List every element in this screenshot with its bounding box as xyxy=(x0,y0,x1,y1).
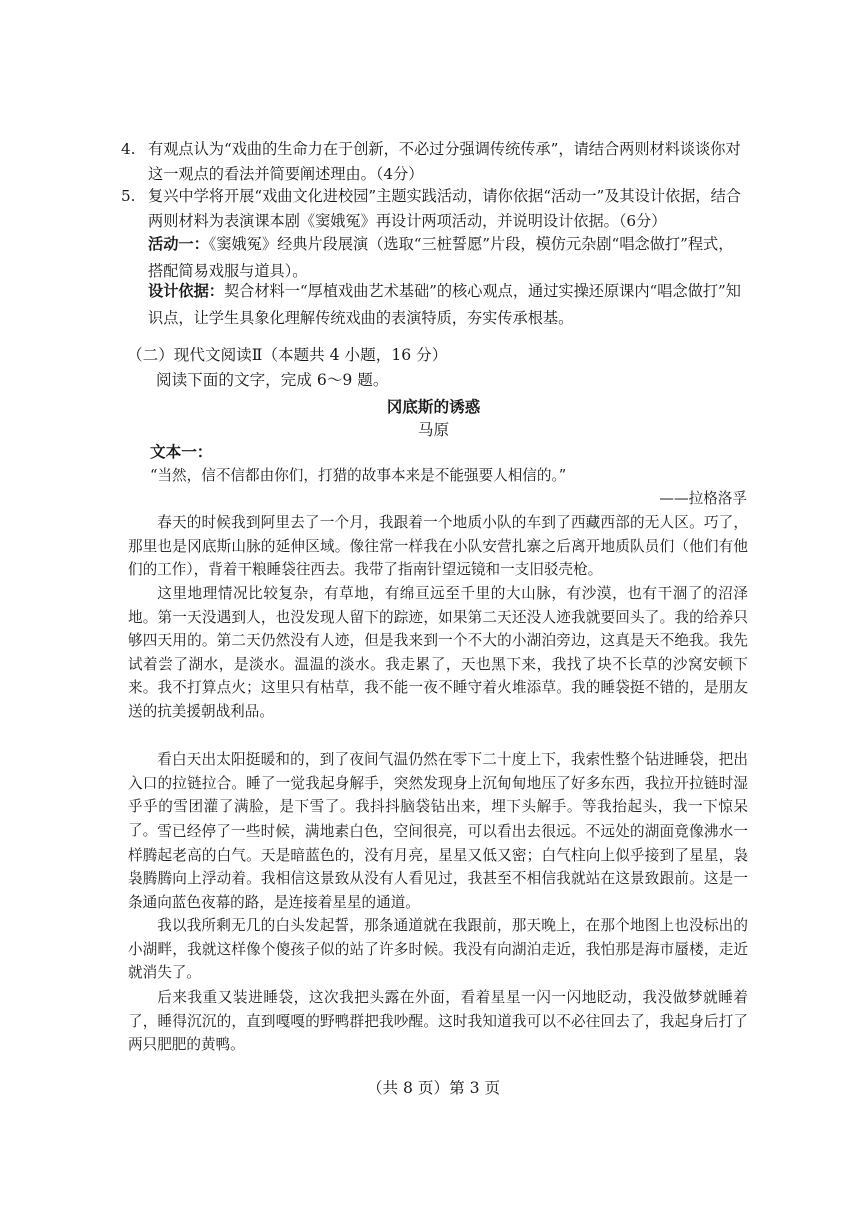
paragraph: 看白天出太阳挺暖和的，到了夜间气温仍然在零下二十度上下，我索性整个钻进睡袋，把出入口的拉链拉合。睡了一觉我起身解手，突然发现身上沉甸甸地压了好多东西，我拉开拉链时湿乎乎的雪团灌了满脸，是下雪了。我抖抖脑袋钻出来，埋下头解手。等我抬起头，我一下惊呆了。 xyxy=(128,751,748,839)
section-heading: （二）现代文阅读Ⅱ（本题共 4 小题，16 分） xyxy=(127,346,448,364)
text-label: 文本一： xyxy=(150,442,213,461)
question-5 xyxy=(121,184,746,234)
design-basis xyxy=(148,278,748,332)
activity-label: 活动一： xyxy=(148,235,209,253)
question-number: 4. xyxy=(121,140,136,158)
reading-instruction: 阅读下面的文字，完成 6～9 题。 xyxy=(156,371,389,389)
activity-one xyxy=(148,231,748,285)
article-author: 马原 xyxy=(417,421,450,439)
activity-text: 《窦娥冤》经典片段展演（选取“三桩誓愿”片段，模仿元杂剧“唱念做打”程式，搭配简易戏服与道具）。 xyxy=(148,235,734,280)
paragraph: 这里地理情况比较复杂，有草地，有绵亘远至千里的大山脉，有沙漠，也有干涸了的沼泽地。第一天没遇到人，也没发现人留下的踪迹，如果第二天还没人迹我就要回头了。我的给养只够四天用的。第二天仍然没有人迹，但是我来到一个不大的小湖泊旁边，这真是天不绝我。我先试着尝了湖水，是淡水。温温的淡水。我走累了，天也黑下来，我找了块不长草的沙窝安顿下来。我不打算点火；这里只有枯草，我不能一夜不睡守着火堆添草。我的睡袋挺不错的，是朋友送的抗美援朝战利品。 xyxy=(128,585,748,720)
basis-text: 契合材料一“厚植戏曲艺术基础”的核心观点，通过实操还原课内“唱念做打”知识点，让学生具象化理解传统戏曲的表演特质，夯实传承根基。 xyxy=(148,282,741,327)
question-text: 复兴中学将开展“戏曲文化进校园”主题实践活动，请你依据“活动一”及其设计依据，结合两则材料为表演课本剧《窦娥冤》再设计两项活动，并说明设计依据。（6分） xyxy=(148,187,741,230)
paragraph: 春天的时候我到阿里去了一个月，我跟着一个地质小队的车到了西藏西部的无人区。巧了，那里也是冈底斯山脉的延伸区域。像往常一样我在小队安营扎寨之后离开地质队员们（他们有他们的工作），背着干粮睡袋往西去。我带了指南针望远镜和一支旧驳壳枪。 xyxy=(128,514,748,579)
epigraph-attribution: ——拉格洛孚 xyxy=(659,490,747,507)
paragraph: 我以我所剩无几的白头发起誓，那条通道就在我跟前，那天晚上，在那个地图上也没标出的小湖畔，我就这样像个傻孩子似的站了许多时候。我没有向湖泊走近，我怕那是海市蜃楼，走近就消失了。 xyxy=(128,917,748,982)
basis-label: 设计依据： xyxy=(148,282,224,300)
question-text: 有观点认为“戏曲的生命力在于创新，不必过分强调传统传承”，请结合两则材料谈谈你对这一观点的看法并简要阐述理由。（4分） xyxy=(148,140,741,183)
question-number: 5. xyxy=(121,187,136,205)
page-footer: （共 8 页）第 3 页 xyxy=(366,1079,501,1097)
paragraph: 雪已经停了一些时候，满地素白色，空间很亮，可以看出去很远。不远处的湖面竟像沸水一样腾起老高的白气。天是暗蓝色的，没有月亮，星星又低又密；白气柱向上似乎接到了星星，袅袅腾腾向上浮动着。我相信这景致从没有人看见过，我甚至不相信我就站在这景致跟前。这是一条通向蓝色夜幕的路，是连接着星星的通道。 xyxy=(128,823,748,911)
article-title: 冈底斯的诱惑 xyxy=(386,398,481,416)
paragraph: 后来我重又装进睡袋，这次我把头露在外面，看着星星一闪一闪地眨动，我没做梦就睡着了，睡得沉沉的，直到嘎嘎的野鸭群把我吵醒。这时我知道我可以不必往回去了，我起身后打了两只肥肥的黄鸭。 xyxy=(128,989,748,1054)
epigraph: “当然，信不信都由你们，打猎的故事本来是不能强要人相信的。” xyxy=(150,467,567,484)
question-4 xyxy=(121,137,746,187)
